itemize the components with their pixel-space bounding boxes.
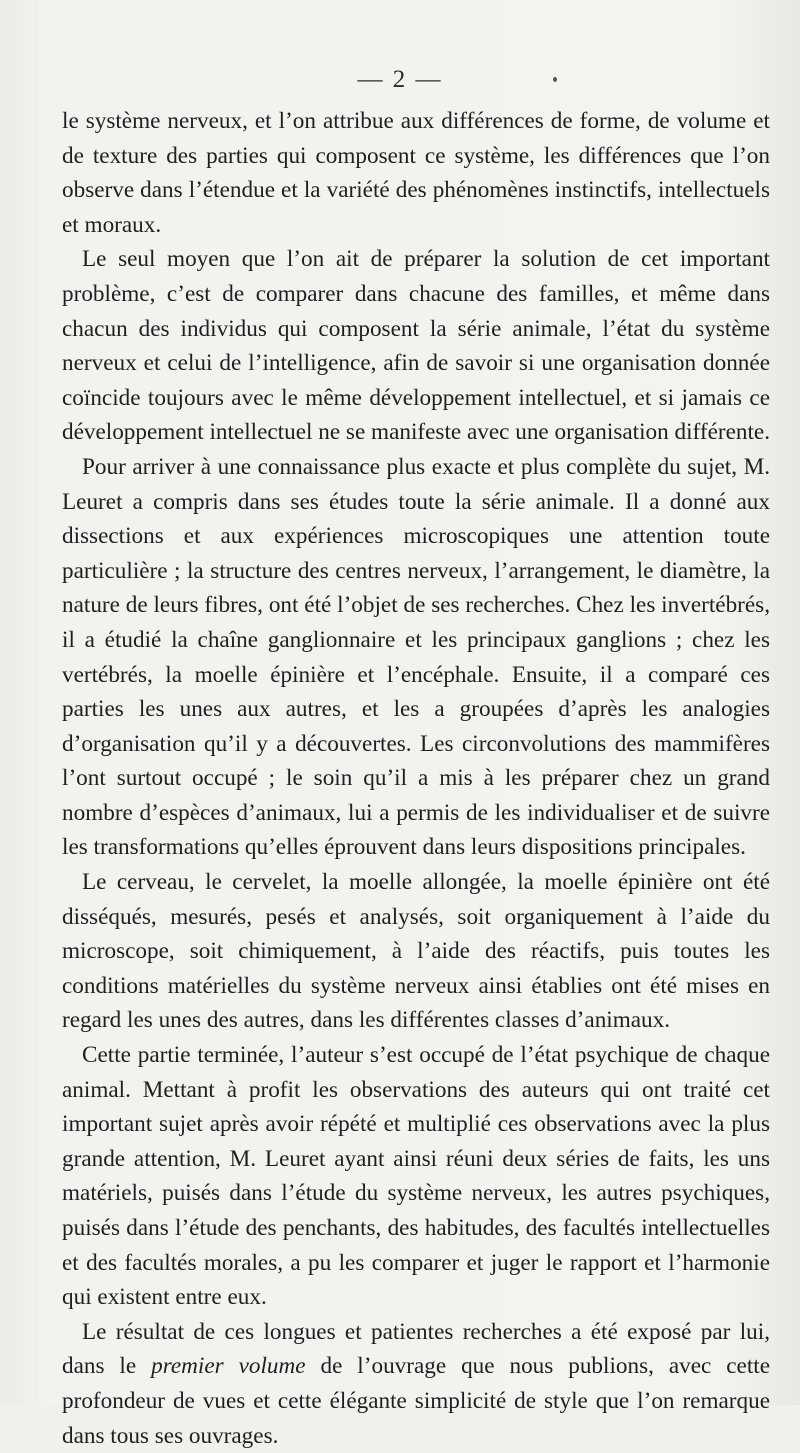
page-number-header: — 2 — [357,66,443,93]
italic-title: premier volume [151,1353,306,1380]
body-text [62,104,770,1453]
paragraph-continuation: le système nerveux, et l’on attribue aux différences de forme, de volume et de texture des parties qui composent ce système, les différences que l’on observe dans l’étendue et la variété des phénomènes instinctifs, intellectuels et moraux. [62,108,770,238]
ink-speck [553,77,557,82]
paragraph-text-before: Le résultat de ces longues et patientes recherches a été exposé par lui, dans le [62,1318,770,1380]
paragraph: Cette partie terminée, l’auteur s’est occupé de l’état psychique de chaque animal. Mettant à profit les observations des auteurs qui ont traité cet important sujet après avoir répété et multiplié ces observations avec la plus grande attention, M. Leuret ayant ainsi réuni deux séries de faits, les uns matériels, puisés dans l’étude du système nerveux, les autres psychiques, puisés dans l’étude des penchants, des habitudes, des facultés intellectuelles et des facultés morales, a pu les comparer et juger le rapport et l’harmonie qui existent entre eux. [62,1042,770,1311]
paragraph-text-after: de l’ouvrage que nous publions, avec cette profondeur de vues et cette élégante simplicité de style que l’on remarque dans tous ses ouvrages. [62,1353,770,1449]
paragraph: Le cerveau, le cervelet, la moelle allongée, la moelle épinière ont été disséqués, mesurés, pesés et analysés, soit organiquement à l’aide du microscope, soit chimiquement, à l’aide des réactifs, puis toutes les conditions matérielles du système nerveux ainsi établies ont été mises en regard les unes des autres, dans les différentes classes d’animaux. [62,869,770,1034]
paragraph: Pour arriver à une connaissance plus exacte et plus complète du sujet, M. Leuret a compris dans ses études toute la série animale. Il a donné aux dissections et aux expériences microscopiques une attention toute particulière ; la structure des centres nerveux, l’arrangement, le diamètre, la nature de leurs fibres, ont été l’objet de ses recherches. Chez les invertébrés, il a étudié la chaîne ganglionnaire et les principaux ganglions ; chez les vertébrés, la moelle épinière et l’encéphale. Ensuite, il a comparé ces parties les unes aux autres, et les a groupées d’après les analogies d’organisation qu’il y a découvertes. Les circonvolutions des mammifères l’ont surtout occupé ; le soin qu’il a mis à les préparer chez un grand nombre d’espèces d’animaux, lui a permis de les individualiser et de suivre les transformations qu’elles éprouvent dans leurs dispositions principales. [62,453,770,861]
paragraph: Le seul moyen que l’on ait de préparer la solution de cet important problème, c’est de comparer dans chacune des familles, et même dans chacun des individus qui composent la série animale, l’état du système nerveux et celui de l’intelligence, afin de savoir si une organisation donnée coïncide toujours avec le même développement intellectuel, et si jamais ce développement intellectuel ne se manifeste avec une organisation différente. [62,246,771,446]
paragraph-last [62,1315,770,1453]
